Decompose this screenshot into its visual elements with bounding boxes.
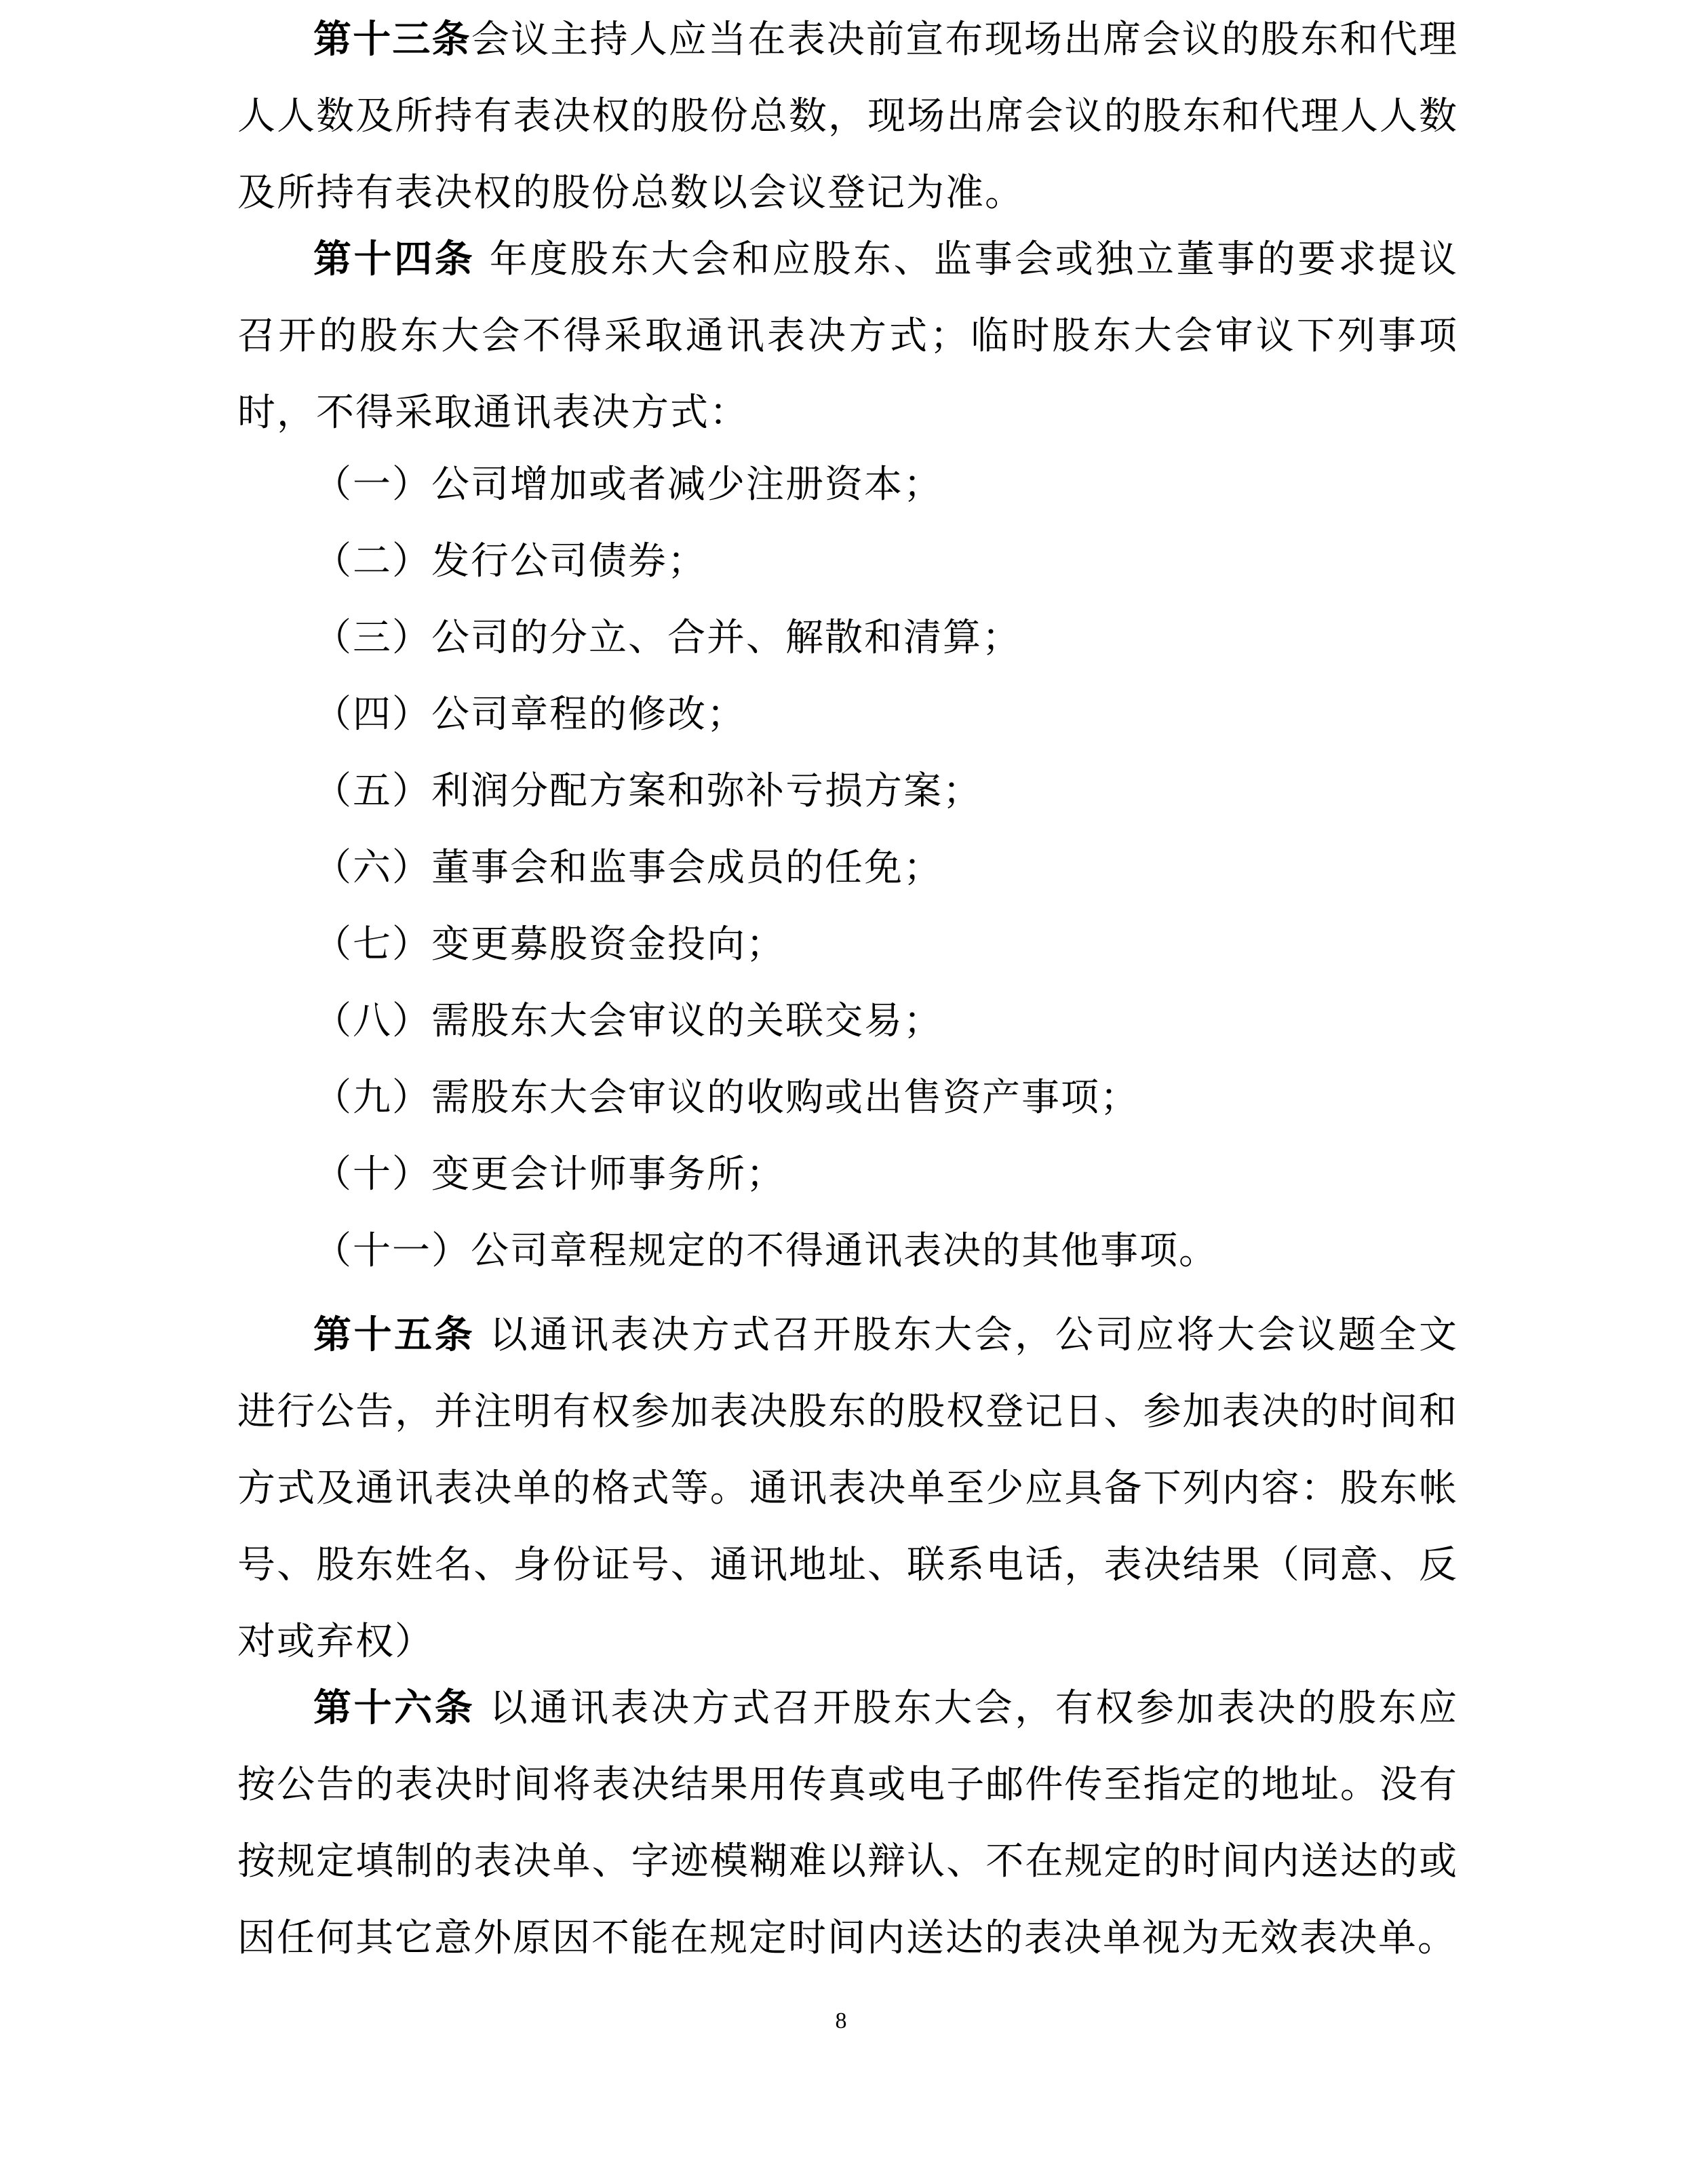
article-14-body: 年度股东大会和应股东、监事会或独立董事的要求提议召开的股东大会不得采取通讯表决方式；临时股东大会审议下列事项时，不得采取通讯表决方式： <box>237 237 1458 435</box>
list-item: （七）变更募股资金投向； <box>313 922 785 967</box>
list-item: （八）需股东大会审议的关联交易； <box>313 999 943 1043</box>
list-item: （五）利润分配方案和弥补亏损方案； <box>313 769 982 813</box>
article-16-body: 以通讯表决方式召开股东大会，有权参加表决的股东应按公告的表决时间将表决结果用传真或电子邮件传至指定的地址。没有按规定填制的表决单、字迹模糊难以辩认、不在规定的时间内送达的或因任何其它意外原因不能在规定时间内送达的表决单视为无效表决单。 <box>237 1686 1458 1960</box>
list-item: （一）公司增加或者减少注册资本； <box>313 463 943 507</box>
article-16-heading: 第十六条 <box>313 1685 475 1730</box>
list-item: （九）需股东大会审议的收购或出售资产事项； <box>313 1076 1139 1120</box>
article-15 <box>237 1297 1458 1680</box>
article-14-item-list <box>237 446 1458 1289</box>
article-14-heading: 第十四条 <box>313 237 475 281</box>
list-item: （六）董事会和监事会成员的任免； <box>313 846 943 890</box>
list-item: （三）公司的分立、合并、解散和清算； <box>313 616 1021 660</box>
article-13-heading: 第十三条 <box>313 17 471 62</box>
list-item: （十一）公司章程规定的不得通讯表决的其他事项。 <box>313 1229 1218 1273</box>
article-13 <box>237 1 1458 231</box>
article-14 <box>237 221 1458 451</box>
article-15-body: 以通讯表决方式召开股东大会，公司应将大会议题全文进行公告，并注明有权参加表决股东的股权登记日、参加表决的时间和方式及通讯表决单的格式等。通讯表决单至少应具备下列内容：股东帐号、股东姓名、身份证号、通讯地址、联系电话，表决结果（同意、反对或弃权） <box>237 1313 1458 1664</box>
article-16 <box>237 1670 1458 1976</box>
list-item: （二）发行公司债券； <box>313 539 707 583</box>
article-15-heading: 第十五条 <box>313 1312 475 1357</box>
list-item: （四）公司章程的修改； <box>313 693 746 737</box>
article-13-body: 会议主持人应当在表决前宣布现场出席会议的股东和代理人人数及所持有表决权的股份总数，现场出席会议的股东和代理人人数及所持有表决权的股份总数以会议登记为准。 <box>237 18 1459 215</box>
list-item: （十）变更会计师事务所； <box>313 1152 785 1196</box>
page-number: 8 <box>835 2008 847 2033</box>
